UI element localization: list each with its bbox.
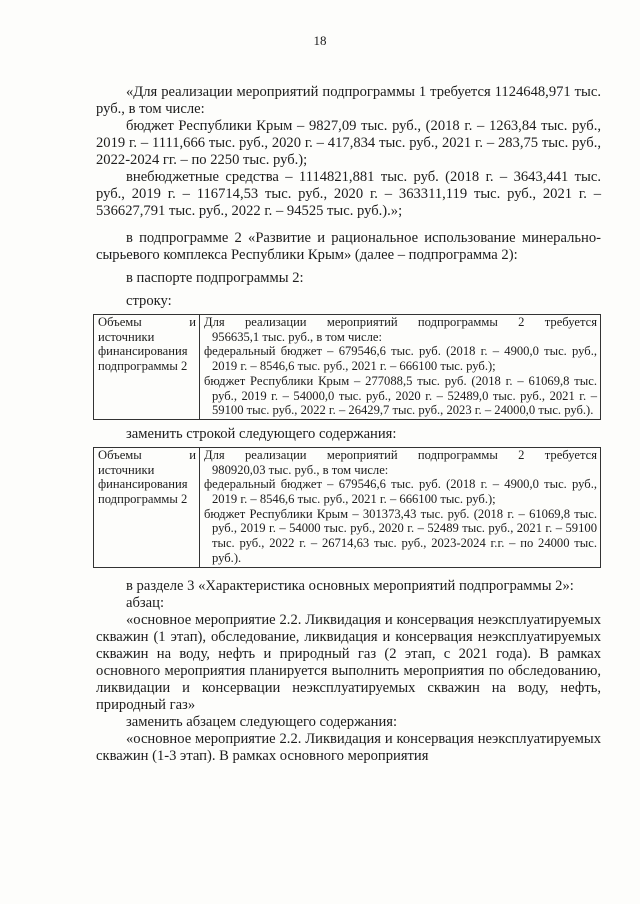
paragraph-subprogram2-intro: в подпрограмме 2 «Развитие и рациональное использование минерально-сырьевого комплекса Республики Крым» (далее – подпрограмма 2): xyxy=(96,230,601,263)
cell-text-line: бюджет Республики Крым – 277088,5 тыс. руб. (2018 г. – 61069,8 тыс. руб., 2019 г. – 54000,0 тыс. руб., 2020 г. – 52489,0 тыс. руб., 2021 г. – 59100 тыс. руб., 2022 г. – 26429,7 тыс. руб., 2023 г. – 24000,0 тыс. руб.). xyxy=(204,373,597,418)
cell-text-line: федеральный бюджет – 679546,6 тыс. руб. (2018 г. – 4900,0 тыс. руб., 2019 г. – 8546,6 тыс. руб., 2021 г. – 666100 тыс. руб.); xyxy=(204,344,597,374)
cell-label-line: источники xyxy=(98,329,155,344)
paragraph-subprogram1-total: «Для реализации мероприятий подпрограммы 1 требуется 1124648,971 тыс. руб., в том числе: xyxy=(96,84,601,117)
table-row xyxy=(94,447,601,567)
cell-text-line: 980920,03 тыс. руб., в том числе: xyxy=(212,462,389,477)
cell-text-line: федеральный бюджет – 679546,6 тыс. руб. (2018 г. – 4900,0 тыс. руб., 2019 г. – 8546,6 тыс. руб., 2021 г. – 666100 тыс. руб.); xyxy=(204,477,597,507)
cell-label-line: подпрограммы 2 xyxy=(98,492,188,507)
cell-label-line: финансирования xyxy=(98,477,188,492)
paragraph-passport: в паспорте подпрограммы 2: xyxy=(126,270,304,286)
cell-label-line: Объемы и xyxy=(98,447,196,462)
table-new-funding xyxy=(93,447,601,568)
cell-text-line: бюджет Республики Крым – 301373,43 тыс. руб. (2018 г. – 61069,8 тыс. руб., 2019 г. – 54000 тыс. руб., 2020 г. – 52489 тыс. руб., 2021 г. – 59100 тыс. руб., 2022 г. – 26714,63 тыс. руб., 2023-2024 г.г. – по 24000 тыс. руб.). xyxy=(204,506,597,565)
paragraph-new-measure: «основное мероприятие 2.2. Ликвидация и консервация неэксплуатируемых скважин (1-3 этап). В рамках основного мероприятия xyxy=(96,730,601,764)
paragraph-old-measure: «основное мероприятие 2.2. Ликвидация и консервация неэксплуатируемых скважин (1 этап), обследование, ликвидация и консервация неэксплуатируемых скважин на воду, нефть и природный газ (2 этап, с 2021 года). В рамках основного мероприятия планируется выполнить мероприятия по обследованию, ликвидации и консервации неэксплуатируемых скважин на воду, нефть, природный газ» xyxy=(96,611,601,713)
paragraph-abzac: абзац: xyxy=(126,594,165,611)
paragraph-replace-abzac: заменить абзацем следующего содержания: xyxy=(126,713,398,730)
cell-text-line: Для реализации мероприятий подпрограммы 2 требуется xyxy=(204,315,597,329)
paragraph-extra-budget: внебюджетные средства – 1114821,881 тыс. руб. (2018 г. – 3643,441 тыс. руб., 2019 г. – 116714,53 тыс. руб., 2020 г. – 363311,119 тыс. руб., 2021 г. – 536627,791 тыс. руб., 2022 г. – 94525 тыс. руб.).»; xyxy=(96,169,601,219)
table-row xyxy=(94,315,601,420)
page-number: 18 xyxy=(313,33,327,48)
paragraph-section3: в разделе 3 «Характеристика основных мероприятий подпрограммы 2»: xyxy=(126,577,574,594)
cell-label-line: источники xyxy=(98,462,155,477)
paragraph-replace-row: заменить строкой следующего содержания: xyxy=(126,425,397,442)
paragraph-crimea-budget: бюджет Республики Крым – 9827,09 тыс. руб., (2018 г. – 1263,84 тыс. руб., 2019 г. – 1111,666 тыс. руб., 2020 г. – 417,834 тыс. руб., 2021 г. – 283,75 тыс. руб., 2022-2024 гг. – по 2250 тыс. руб.); xyxy=(96,118,601,168)
cell-label-line: подпрограммы 2 xyxy=(98,359,188,374)
table-cell-content xyxy=(200,447,601,567)
table-cell-content xyxy=(200,315,601,420)
cell-label-line: финансирования xyxy=(98,344,188,359)
cell-text-line: 956635,1 тыс. руб., в том числе: xyxy=(212,329,382,344)
table-old-funding xyxy=(93,314,601,420)
table-cell-label xyxy=(94,315,200,420)
paragraph-row-label: строку: xyxy=(126,293,172,309)
document-body xyxy=(96,84,601,765)
cell-label-line: Объемы и xyxy=(98,315,196,329)
table-cell-label xyxy=(94,447,200,567)
cell-text-line: Для реализации мероприятий подпрограммы 2 требуется xyxy=(204,447,597,462)
